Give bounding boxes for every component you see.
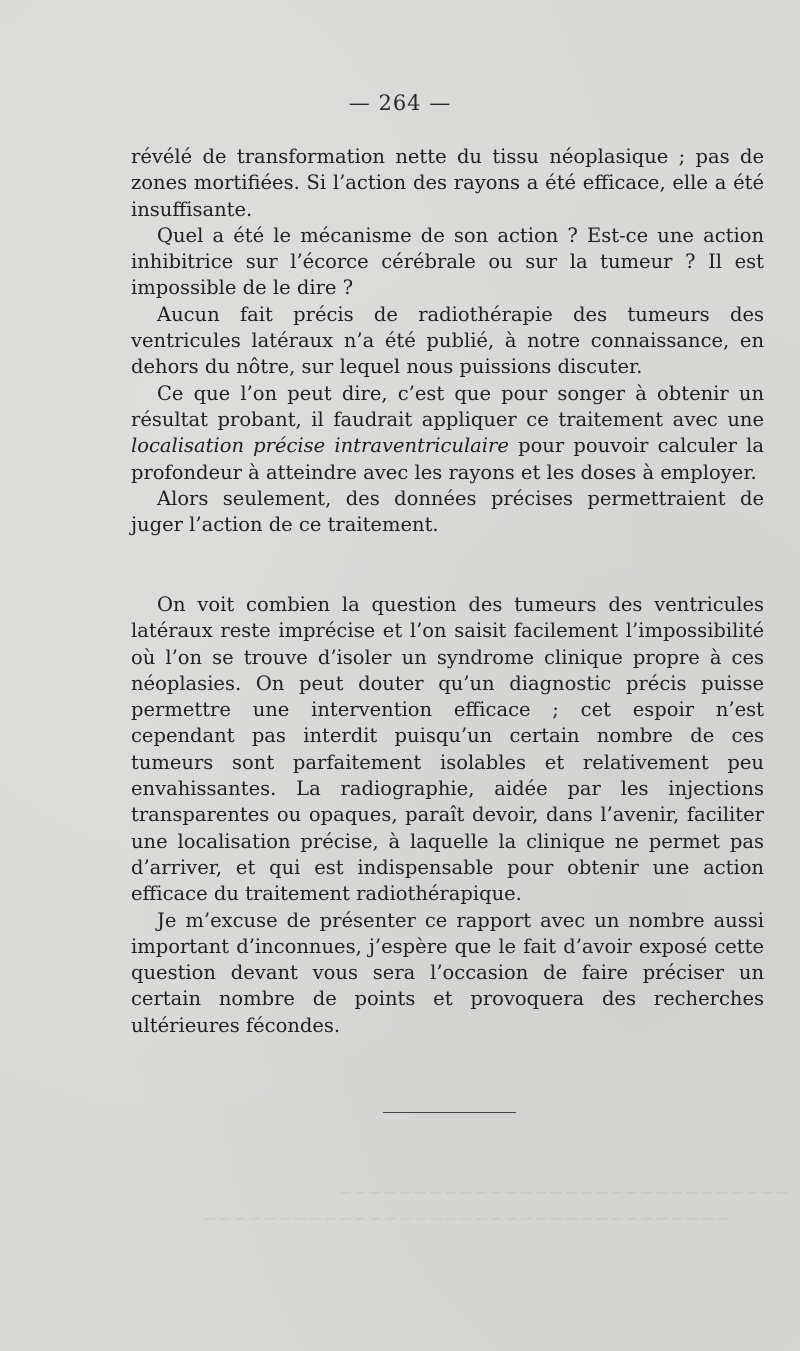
text-section-conclusion (131, 592, 764, 1039)
paragraph-localisation (131, 381, 764, 486)
paragraph-mechanism: Quel a été le mécanisme de son action ? Est-ce une action inhibitrice sur l’écorce cérébrale ou sur la tumeur ? Il est impossible de le dire ? (131, 223, 764, 300)
italic-phrase: localisation précise intraventriculaire (131, 434, 509, 458)
text-section-1 (131, 144, 764, 538)
paragraph-conclusion: On voit combien la question des tumeurs des ventricules latéraux reste imprécise et l’on saisit facilement l’impossibilité où l’on se trouve d’isoler un syndrome clinique propre à ces néoplasies. On peut douter qu’un diagnostic précis puisse permettre une intervention efficace ; cet espoir n’est cependant pas interdit puisqu’un certain nombre de ces tumeurs sont parfaitement isolables et relativement peu envahissantes. La radiographie, aidée par les injections transparentes ou opaques, paraît devoir, dans l’avenir, faciliter une localisation précise, à laquelle la clinique ne permet pas d’arriver, et qui est indispensable pour obtenir une action efficace du traitement radiothérapique. (131, 593, 764, 906)
bleed-through-texture: ~~~~~~~~~~~~~~~~~~~~~~~~~~~~~~~~~~~ (202, 1208, 730, 1229)
paragraph-localisation-end: pour pouvoir calculer la profondeur à atteindre avec les rayons et les doses à employer. (131, 434, 765, 484)
paragraph-excuse: Je m’excuse de présenter ce rapport avec un nombre aussi important d’inconnues, j’espère que le fait d’avoir exposé cette question devant vous sera l’occasion de faire préciser un certain nombre de points et provoquera des recherches ultérieures fécondes. (131, 908, 764, 1037)
paragraph-continuation: révélé de transformation nette du tissu néoplasique ; pas de zones mortifiées. Si l’action des rayons a été efficace, elle a été insuffisante. (131, 145, 764, 221)
paragraph-localisation-start: Ce que l’on peut dire, c’est que pour songer à obtenir un résultat probant, il faudrait appliquer ce traitement avec une (131, 381, 764, 431)
paragraph-alors-seulement: Alors seulement, des données précises permettraient de juger l’action de ce traitement. (131, 486, 764, 537)
bleed-through-texture: ~~~~~~~~~~~~~~~~~~~~~~~~~~~~~~ (337, 1182, 790, 1203)
page-number: — 264 — (348, 91, 452, 115)
end-rule-divider (383, 1112, 516, 1113)
paragraph-no-published-case: Aucun fait précis de radiothérapie des tumeurs des ventricules latéraux n’a été publié, à notre connaissance, en dehors du nôtre, sur lequel nous puissions discuter. (131, 302, 764, 379)
